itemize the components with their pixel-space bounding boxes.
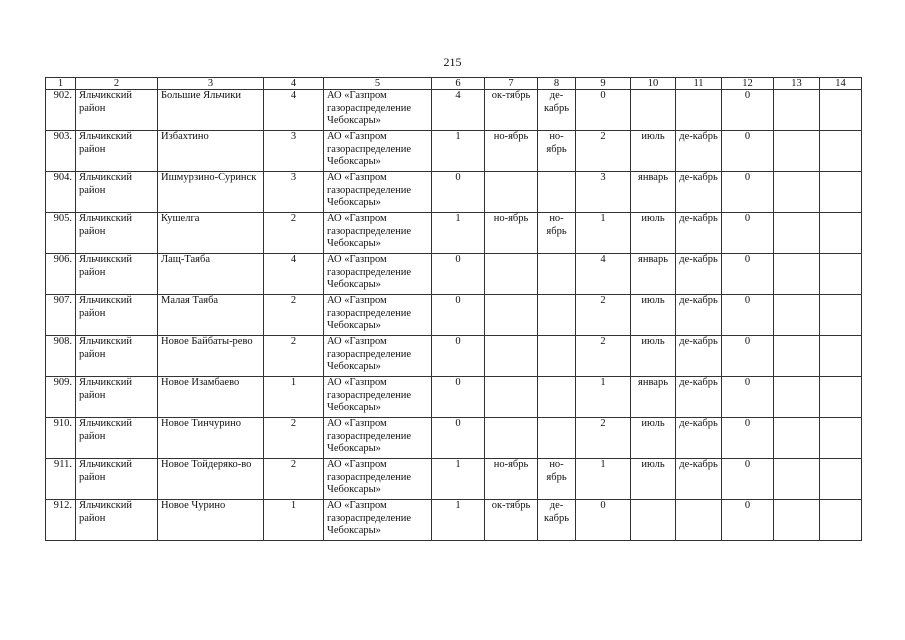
col12-cell: 0 xyxy=(722,459,774,500)
col10-cell xyxy=(631,90,676,131)
row-number: 903. xyxy=(46,131,76,172)
district-cell: Яльчикский район xyxy=(76,90,158,131)
col10-cell: июль xyxy=(631,336,676,377)
organization-cell: АО «Газпром газораспределение Чебоксары» xyxy=(324,500,432,541)
col4-cell: 2 xyxy=(264,418,324,459)
district-cell: Яльчикский район xyxy=(76,172,158,213)
district-cell: Яльчикский район xyxy=(76,459,158,500)
col6-cell: 4 xyxy=(432,90,485,131)
organization-cell: АО «Газпром газораспределение Чебоксары» xyxy=(324,254,432,295)
col11-cell: де-кабрь xyxy=(676,254,722,295)
col11-cell xyxy=(676,500,722,541)
col12-cell: 0 xyxy=(722,418,774,459)
col4-cell: 2 xyxy=(264,295,324,336)
district-cell: Яльчикский район xyxy=(76,500,158,541)
table-row xyxy=(46,90,862,131)
col6-cell: 1 xyxy=(432,131,485,172)
col10-cell: январь xyxy=(631,254,676,295)
settlement-cell: Большие Яльчики xyxy=(158,90,264,131)
settlement-cell: Малая Таяба xyxy=(158,295,264,336)
column-header-10: 10 xyxy=(631,78,676,90)
column-header-14: 14 xyxy=(820,78,862,90)
settlement-cell: Кушелга xyxy=(158,213,264,254)
column-header-12: 12 xyxy=(722,78,774,90)
column-header-5: 5 xyxy=(324,78,432,90)
col8-cell xyxy=(538,172,576,213)
organization-cell: АО «Газпром газораспределение Чебоксары» xyxy=(324,418,432,459)
col6-cell: 1 xyxy=(432,459,485,500)
col11-cell: де-кабрь xyxy=(676,459,722,500)
col9-cell: 3 xyxy=(576,172,631,213)
column-header-9: 9 xyxy=(576,78,631,90)
settlement-cell: Лащ-Таяба xyxy=(158,254,264,295)
col8-cell: но-ябрь xyxy=(538,131,576,172)
col14-cell xyxy=(820,336,862,377)
row-number: 911. xyxy=(46,459,76,500)
data-table xyxy=(45,77,862,541)
col9-cell: 4 xyxy=(576,254,631,295)
col10-cell: июль xyxy=(631,213,676,254)
col6-cell: 0 xyxy=(432,254,485,295)
organization-cell: АО «Газпром газораспределение Чебоксары» xyxy=(324,336,432,377)
col8-cell xyxy=(538,295,576,336)
col7-cell: но-ябрь xyxy=(485,213,538,254)
col11-cell: де-кабрь xyxy=(676,295,722,336)
col14-cell xyxy=(820,377,862,418)
settlement-cell: Избахтино xyxy=(158,131,264,172)
column-header-7: 7 xyxy=(485,78,538,90)
col11-cell: де-кабрь xyxy=(676,336,722,377)
col13-cell xyxy=(774,459,820,500)
district-cell: Яльчикский район xyxy=(76,213,158,254)
col10-cell: июль xyxy=(631,295,676,336)
col4-cell: 2 xyxy=(264,459,324,500)
col6-cell: 1 xyxy=(432,500,485,541)
col4-cell: 3 xyxy=(264,131,324,172)
col13-cell xyxy=(774,213,820,254)
col9-cell: 2 xyxy=(576,418,631,459)
col10-cell: январь xyxy=(631,377,676,418)
col13-cell xyxy=(774,90,820,131)
district-cell: Яльчикский район xyxy=(76,418,158,459)
row-number: 912. xyxy=(46,500,76,541)
table-row xyxy=(46,500,862,541)
col8-cell xyxy=(538,418,576,459)
organization-cell: АО «Газпром газораспределение Чебоксары» xyxy=(324,90,432,131)
district-cell: Яльчикский район xyxy=(76,336,158,377)
col4-cell: 1 xyxy=(264,500,324,541)
settlement-cell: Новое Тойдеряко-во xyxy=(158,459,264,500)
col7-cell xyxy=(485,172,538,213)
col11-cell: де-кабрь xyxy=(676,213,722,254)
col13-cell xyxy=(774,336,820,377)
settlement-cell: Новое Тинчурино xyxy=(158,418,264,459)
col8-cell xyxy=(538,377,576,418)
col6-cell: 1 xyxy=(432,213,485,254)
col14-cell xyxy=(820,459,862,500)
table-row xyxy=(46,336,862,377)
row-number: 906. xyxy=(46,254,76,295)
row-number: 910. xyxy=(46,418,76,459)
col4-cell: 3 xyxy=(264,172,324,213)
col7-cell: ок-тябрь xyxy=(485,90,538,131)
col11-cell: де-кабрь xyxy=(676,418,722,459)
col14-cell xyxy=(820,500,862,541)
col14-cell xyxy=(820,90,862,131)
column-header-1: 1 xyxy=(46,78,76,90)
col7-cell xyxy=(485,254,538,295)
col13-cell xyxy=(774,295,820,336)
col4-cell: 4 xyxy=(264,90,324,131)
column-header-13: 13 xyxy=(774,78,820,90)
row-number: 909. xyxy=(46,377,76,418)
col10-cell: июль xyxy=(631,131,676,172)
col4-cell: 2 xyxy=(264,213,324,254)
col7-cell xyxy=(485,377,538,418)
table-row xyxy=(46,131,862,172)
col4-cell: 4 xyxy=(264,254,324,295)
col12-cell: 0 xyxy=(722,254,774,295)
col8-cell: но-ябрь xyxy=(538,459,576,500)
col14-cell xyxy=(820,213,862,254)
col8-cell: де-кабрь xyxy=(538,90,576,131)
row-number: 907. xyxy=(46,295,76,336)
column-header-6: 6 xyxy=(432,78,485,90)
col9-cell: 1 xyxy=(576,377,631,418)
col9-cell: 2 xyxy=(576,295,631,336)
col6-cell: 0 xyxy=(432,418,485,459)
table-row xyxy=(46,459,862,500)
col6-cell: 0 xyxy=(432,295,485,336)
organization-cell: АО «Газпром газораспределение Чебоксары» xyxy=(324,459,432,500)
col10-cell: июль xyxy=(631,459,676,500)
col11-cell: де-кабрь xyxy=(676,131,722,172)
col10-cell: июль xyxy=(631,418,676,459)
col9-cell: 1 xyxy=(576,459,631,500)
col13-cell xyxy=(774,500,820,541)
col9-cell: 0 xyxy=(576,500,631,541)
col12-cell: 0 xyxy=(722,295,774,336)
col9-cell: 0 xyxy=(576,90,631,131)
col7-cell xyxy=(485,418,538,459)
col8-cell: но-ябрь xyxy=(538,213,576,254)
table-row xyxy=(46,172,862,213)
col14-cell xyxy=(820,254,862,295)
district-cell: Яльчикский район xyxy=(76,295,158,336)
organization-cell: АО «Газпром газораспределение Чебоксары» xyxy=(324,295,432,336)
col13-cell xyxy=(774,131,820,172)
col13-cell xyxy=(774,172,820,213)
row-number: 908. xyxy=(46,336,76,377)
col13-cell xyxy=(774,254,820,295)
col11-cell xyxy=(676,90,722,131)
col7-cell: но-ябрь xyxy=(485,131,538,172)
table-row xyxy=(46,213,862,254)
col8-cell xyxy=(538,336,576,377)
col12-cell: 0 xyxy=(722,131,774,172)
district-cell: Яльчикский район xyxy=(76,377,158,418)
col10-cell: январь xyxy=(631,172,676,213)
organization-cell: АО «Газпром газораспределение Чебоксары» xyxy=(324,172,432,213)
col12-cell: 0 xyxy=(722,90,774,131)
col13-cell xyxy=(774,377,820,418)
settlement-cell: Новое Чурино xyxy=(158,500,264,541)
table-row xyxy=(46,418,862,459)
col12-cell: 0 xyxy=(722,500,774,541)
col9-cell: 1 xyxy=(576,213,631,254)
settlement-cell: Новое Байбаты-рево xyxy=(158,336,264,377)
col7-cell: ок-тябрь xyxy=(485,500,538,541)
col14-cell xyxy=(820,131,862,172)
col7-cell xyxy=(485,336,538,377)
col7-cell xyxy=(485,295,538,336)
settlement-cell: Ишмурзино-Суринск xyxy=(158,172,264,213)
page-number: 215 xyxy=(443,55,462,69)
col12-cell: 0 xyxy=(722,377,774,418)
col6-cell: 0 xyxy=(432,377,485,418)
col4-cell: 1 xyxy=(264,377,324,418)
row-number: 905. xyxy=(46,213,76,254)
column-header-2: 2 xyxy=(76,78,158,90)
col7-cell: но-ябрь xyxy=(485,459,538,500)
settlement-cell: Новое Изамбаево xyxy=(158,377,264,418)
organization-cell: АО «Газпром газораспределение Чебоксары» xyxy=(324,213,432,254)
col9-cell: 2 xyxy=(576,336,631,377)
col4-cell: 2 xyxy=(264,336,324,377)
col11-cell: де-кабрь xyxy=(676,172,722,213)
col12-cell: 0 xyxy=(722,172,774,213)
district-cell: Яльчикский район xyxy=(76,131,158,172)
col14-cell xyxy=(820,295,862,336)
col11-cell: де-кабрь xyxy=(676,377,722,418)
col10-cell xyxy=(631,500,676,541)
column-header-8: 8 xyxy=(538,78,576,90)
table-row xyxy=(46,377,862,418)
col14-cell xyxy=(820,418,862,459)
row-number: 904. xyxy=(46,172,76,213)
col8-cell xyxy=(538,254,576,295)
column-header-3: 3 xyxy=(158,78,264,90)
col13-cell xyxy=(774,418,820,459)
col12-cell: 0 xyxy=(722,213,774,254)
col8-cell: де-кабрь xyxy=(538,500,576,541)
header-row xyxy=(46,78,862,90)
district-cell: Яльчикский район xyxy=(76,254,158,295)
organization-cell: АО «Газпром газораспределение Чебоксары» xyxy=(324,377,432,418)
organization-cell: АО «Газпром газораспределение Чебоксары» xyxy=(324,131,432,172)
col9-cell: 2 xyxy=(576,131,631,172)
column-header-11: 11 xyxy=(676,78,722,90)
table-row xyxy=(46,295,862,336)
col6-cell: 0 xyxy=(432,336,485,377)
row-number: 902. xyxy=(46,90,76,131)
table-row xyxy=(46,254,862,295)
col14-cell xyxy=(820,172,862,213)
col6-cell: 0 xyxy=(432,172,485,213)
col12-cell: 0 xyxy=(722,336,774,377)
table-body xyxy=(46,90,862,541)
column-header-4: 4 xyxy=(264,78,324,90)
